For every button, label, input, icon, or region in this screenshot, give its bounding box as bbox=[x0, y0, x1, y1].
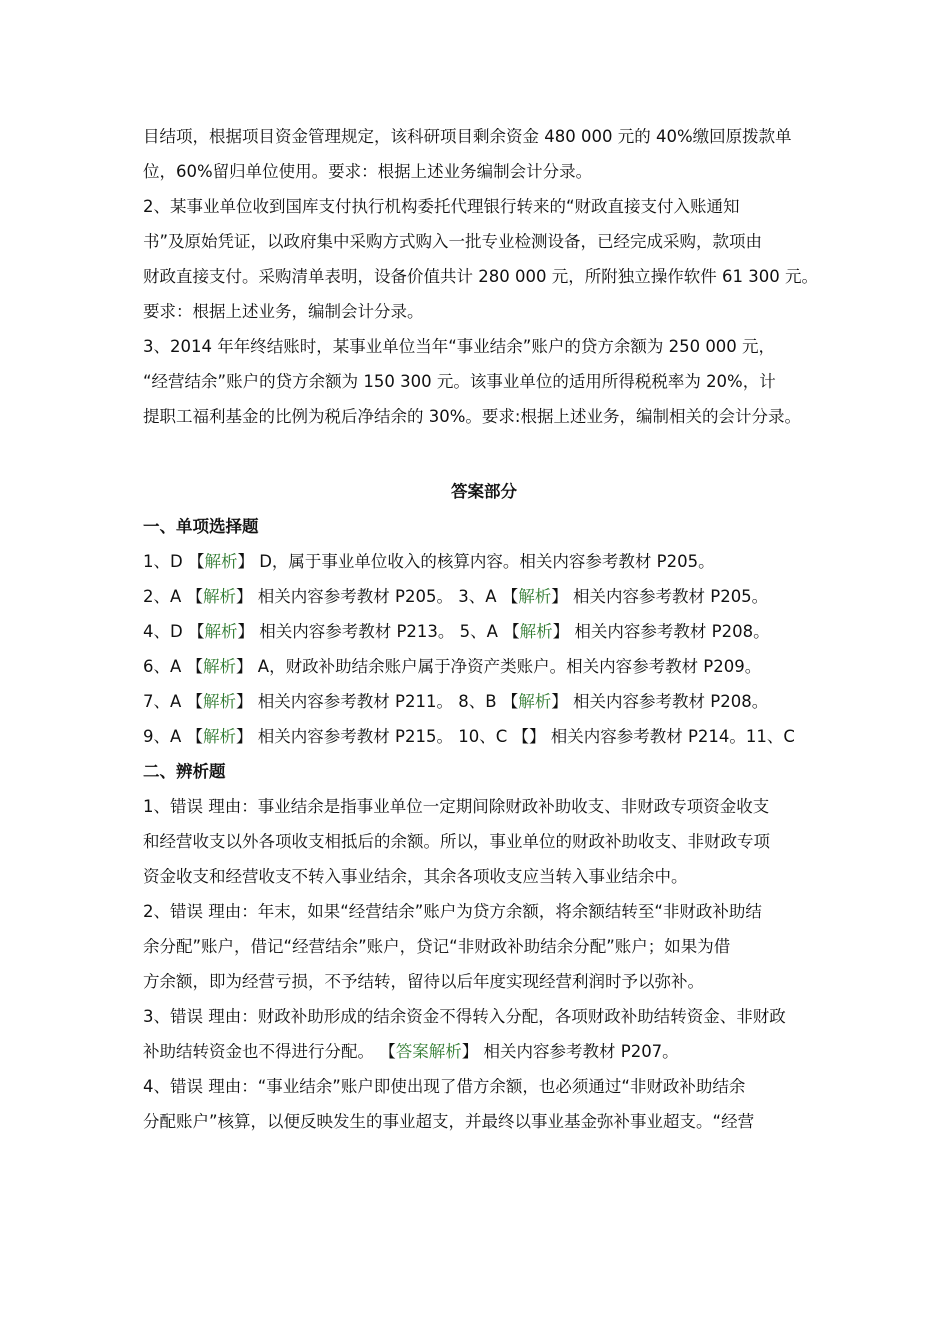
answer-text: 余分配”账户，借记“经营结余”账户，贷记“非财政补助结余分配”账户；如果为借 bbox=[143, 937, 731, 956]
answer-text: 【 bbox=[186, 727, 204, 746]
answer-text: 4、错误 理由：“事业结余”账户即使出现了借方余额，也必须通过“非财政补助结余 bbox=[143, 1077, 746, 1096]
answer-text: 7、A bbox=[143, 692, 187, 711]
question-3-line-1: 3、2014 年年终结账时，某事业单位当年“事业结余”账户的贷方余额为 250 000 元， bbox=[143, 337, 776, 356]
question-1-line-1: 目结项，根据项目资金管理规定，该科研项目剩余资金 480 000 元的 40%缴回原拨款单 bbox=[143, 127, 792, 146]
section-1-heading: 一、单项选择题 bbox=[143, 517, 259, 536]
answer-text: 】 相关内容参考教材 P208。 bbox=[552, 622, 770, 641]
section-2-heading: 二、辨析题 bbox=[143, 762, 226, 781]
answer-text: 【 bbox=[501, 692, 519, 711]
analysis-tag: 解析 bbox=[204, 552, 238, 571]
section-spacer bbox=[143, 437, 815, 477]
analysis-tag: 解析 bbox=[519, 622, 553, 641]
single-choice-answer-line-3 bbox=[143, 617, 815, 652]
answer-text: 】 相关内容参考教材 P208。 bbox=[551, 692, 769, 711]
single-choice-answer-line-1 bbox=[143, 547, 815, 582]
question-2-line-2: 书”及原始凭证，以政府集中采购方式购入一批专业检测设备，已经完成采购，款项由 bbox=[143, 232, 763, 251]
question-2-line-1: 2、某事业单位收到国库支付执行机构委托代理银行转来的“财政直接支付入账通知 bbox=[143, 197, 740, 216]
answer-text: 【 bbox=[187, 622, 205, 641]
question-3-line-2: “经营结余”账户的贷方余额为 150 300 元。该事业单位的适用所得税税率为 20%，计 bbox=[143, 372, 776, 391]
analysis-tag: 解析 bbox=[203, 657, 237, 676]
answer-text: 【 bbox=[187, 552, 205, 571]
answer-text: 4、D bbox=[143, 622, 188, 641]
analysis-answers bbox=[143, 792, 815, 1142]
analysis-answer-line-2 bbox=[143, 827, 815, 862]
analysis-answer-line-8 bbox=[143, 1037, 815, 1072]
answer-text: 】 相关内容参考教材 P205。 3、A bbox=[236, 587, 502, 606]
analysis-answer-line-3 bbox=[143, 862, 815, 897]
analysis-answer-line-7 bbox=[143, 1002, 815, 1037]
answer-text: 】 相关内容参考教材 P211。 8、B bbox=[236, 692, 502, 711]
single-choice-answer-line-2 bbox=[143, 582, 815, 617]
answer-text: 【 bbox=[501, 587, 519, 606]
answer-text: 方余额，即为经营亏损，不予结转，留待以后年度实现经营利润时予以弥补。 bbox=[143, 972, 704, 991]
single-choice-answer-line-6 bbox=[143, 722, 815, 757]
analysis-answer-line-5 bbox=[143, 932, 815, 967]
single-choice-answer-line-4 bbox=[143, 652, 815, 687]
answer-text: 9、A bbox=[143, 727, 187, 746]
answer-text: 】 相关内容参考教材 P205。 bbox=[551, 587, 769, 606]
single-choice-answers bbox=[143, 547, 815, 757]
answer-text: 【 bbox=[503, 622, 520, 641]
answer-text: 资金收支和经营收支不转入事业结余，其余各项收支应当转入事业结余中。 bbox=[143, 867, 688, 886]
analysis-tag: 解析 bbox=[203, 692, 237, 711]
answer-text: 补助结转资金也不得进行分配。 bbox=[143, 1042, 380, 1061]
analysis-answer-line-1 bbox=[143, 792, 815, 827]
question-1-line-2: 位，60%留归单位使用。要求：根据上述业务编制会计分录。 bbox=[143, 162, 593, 181]
answer-text: 2、A bbox=[143, 587, 187, 606]
answer-text: 3、错误 理由：财政补助形成的结余资金不得转入分配，各项财政补助结转资金、非财政 bbox=[143, 1007, 786, 1026]
answer-text: 【 bbox=[186, 587, 204, 606]
answer-text: 】 相关内容参考教材 P215。 10、C 【】 相关内容参考教材 P214。11、C bbox=[236, 727, 795, 746]
analysis-tag: 解析 bbox=[518, 587, 552, 606]
answers-title: 答案部分 bbox=[451, 482, 517, 501]
analysis-tag: 解析 bbox=[204, 622, 238, 641]
answer-text: 【 bbox=[186, 692, 204, 711]
answer-text: 6、A bbox=[143, 657, 187, 676]
analysis-answer-line-10 bbox=[143, 1107, 815, 1142]
answer-text: 】 A，财政补助结余账户属于净资产类账户。相关内容参考教材 P209。 bbox=[236, 657, 762, 676]
answer-text: 】 D，属于事业单位收入的核算内容。相关内容参考教材 P205。 bbox=[237, 552, 715, 571]
question-2-line-3: 财政直接支付。采购清单表明，设备价值共计 280 000 元，所附独立操作软件 61 300 元。 bbox=[143, 267, 818, 286]
question-section bbox=[143, 122, 818, 437]
analysis-tag: 答案解析 bbox=[395, 1042, 462, 1061]
answer-text: 分配账户”核算，以便反映发生的事业超支，并最终以事业基金弥补事业超支。“经营 bbox=[143, 1112, 755, 1131]
analysis-answer-line-4 bbox=[143, 897, 815, 932]
analysis-answer-line-9 bbox=[143, 1072, 815, 1107]
analysis-tag: 解析 bbox=[203, 727, 237, 746]
analysis-answer-line-6 bbox=[143, 967, 815, 1002]
answer-text: 1、D bbox=[143, 552, 188, 571]
answer-text: 】 相关内容参考教材 P207。 bbox=[461, 1042, 679, 1061]
question-2-line-4: 要求：根据上述业务，编制会计分录。 bbox=[143, 302, 424, 321]
answer-text: 【 bbox=[186, 657, 204, 676]
single-choice-answer-line-5 bbox=[143, 687, 815, 722]
answer-text: 和经营收支以外各项收支相抵后的余额。所以，事业单位的财政补助收支、非财政专项 bbox=[143, 832, 770, 851]
answer-text: 【 bbox=[379, 1042, 396, 1061]
analysis-tag: 解析 bbox=[518, 692, 552, 711]
question-3-line-3: 提职工福利基金的比例为税后净结余的 30%。要求:根据上述业务，编制相关的会计分录。 bbox=[143, 407, 801, 426]
answer-text: 2、错误 理由：年末，如果“经营结余”账户为贷方余额，将余额结转至“非财政补助结 bbox=[143, 902, 762, 921]
answer-text: 】 相关内容参考教材 P213。 5、A bbox=[237, 622, 504, 641]
answer-text: 1、错误 理由：事业结余是指事业单位一定期间除财政补助收支、非财政专项资金收支 bbox=[143, 797, 770, 816]
analysis-tag: 解析 bbox=[203, 587, 237, 606]
document-page bbox=[143, 122, 818, 1142]
